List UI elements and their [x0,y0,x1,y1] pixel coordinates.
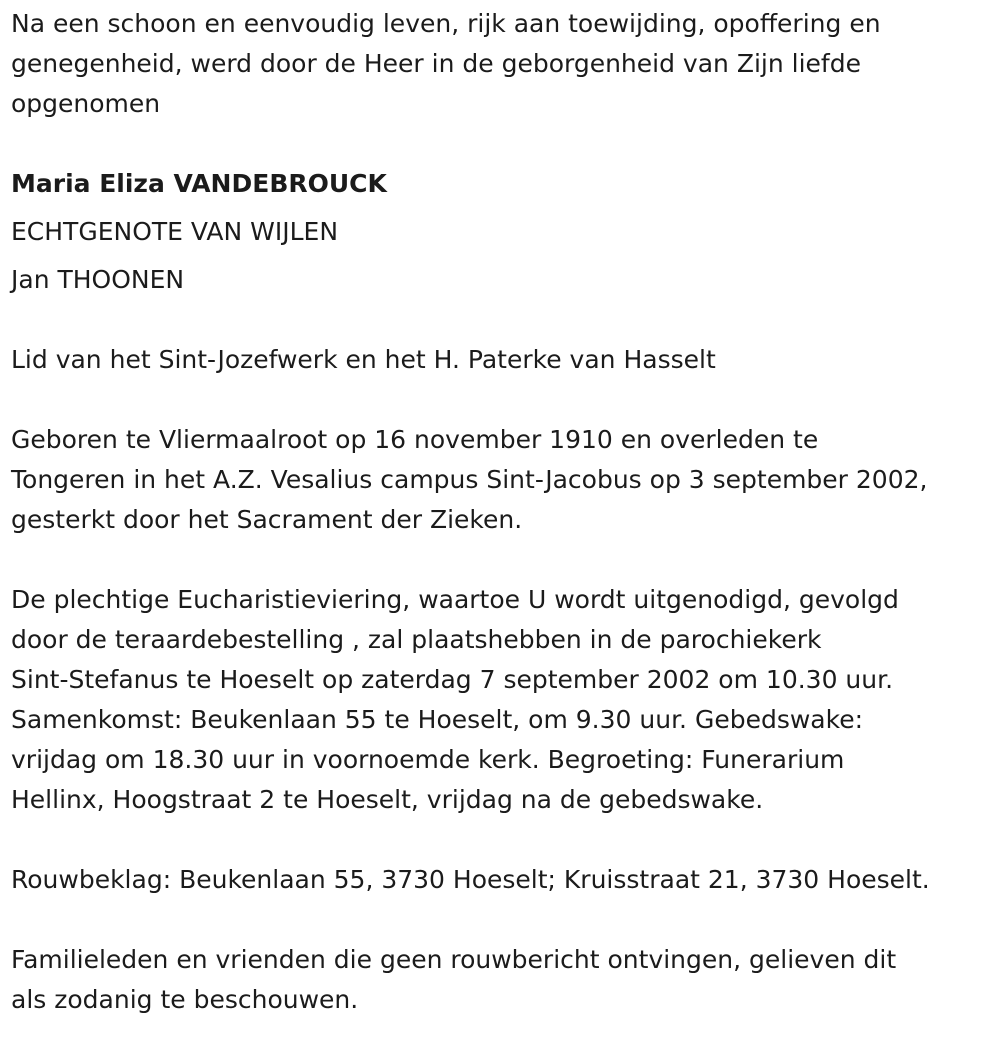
closing-line: als zodanig te beschouwen. [11,985,359,1014]
ceremony-line: Samenkomst: Beukenlaan 55 te Hoeselt, om 9.30 uur. Gebedswake: [11,705,864,734]
intro-line: opgenomen [11,89,161,118]
ceremony-line: De plechtige Eucharistieviering, waartoe U wordt uitgenodigd, gevolgd [11,585,899,614]
intro-line: Na een schoon en eenvoudig leven, rijk aan toewijding, opoffering en [11,9,881,38]
membership-paragraph [11,340,991,380]
membership-line: Lid van het Sint-Jozefwerk en het H. Paterke van Hasselt [11,345,716,374]
ceremony-line: vrijdag om 18.30 uur in voornoemde kerk. Begroeting: Funerarium [11,745,845,774]
obituary-document [11,4,991,1060]
ceremony-line: Hellinx, Hoogstraat 2 te Hoeselt, vrijdag na de gebedswake. [11,785,764,814]
birth-death-line: Tongeren in het A.Z. Vesalius campus Sint-Jacobus op 3 september 2002, [11,465,928,494]
condolence-line: Rouwbeklag: Beukenlaan 55, 3730 Hoeselt; Kruisstraat 21, 3730 Hoeselt. [11,865,930,894]
closing-paragraph [11,940,991,1020]
ceremony-line: Sint-Stefanus te Hoeselt op zaterdag 7 september 2002 om 10.30 uur. [11,665,894,694]
intro-paragraph [11,4,991,124]
intro-line: genegenheid, werd door de Heer in de geborgenheid van Zijn liefde [11,49,861,78]
condolence-paragraph [11,860,991,900]
relation-title: ECHTGENOTE VAN WIJLEN [11,217,339,246]
closing-line: Familieleden en vrienden die geen rouwbericht ontvingen, gelieven dit [11,945,897,974]
ceremony-line: door de teraardebestelling , zal plaatshebben in de parochiekerk [11,625,822,654]
spouse-name: Jan THOONEN [11,265,185,294]
deceased-name: Maria Eliza VANDEBROUCK [11,169,387,198]
ceremony-paragraph [11,580,991,820]
birth-death-line: Geboren te Vliermaalroot op 16 november 1910 en overleden te [11,425,819,454]
birth-death-paragraph [11,420,991,540]
birth-death-line: gesterkt door het Sacrament der Zieken. [11,505,523,534]
